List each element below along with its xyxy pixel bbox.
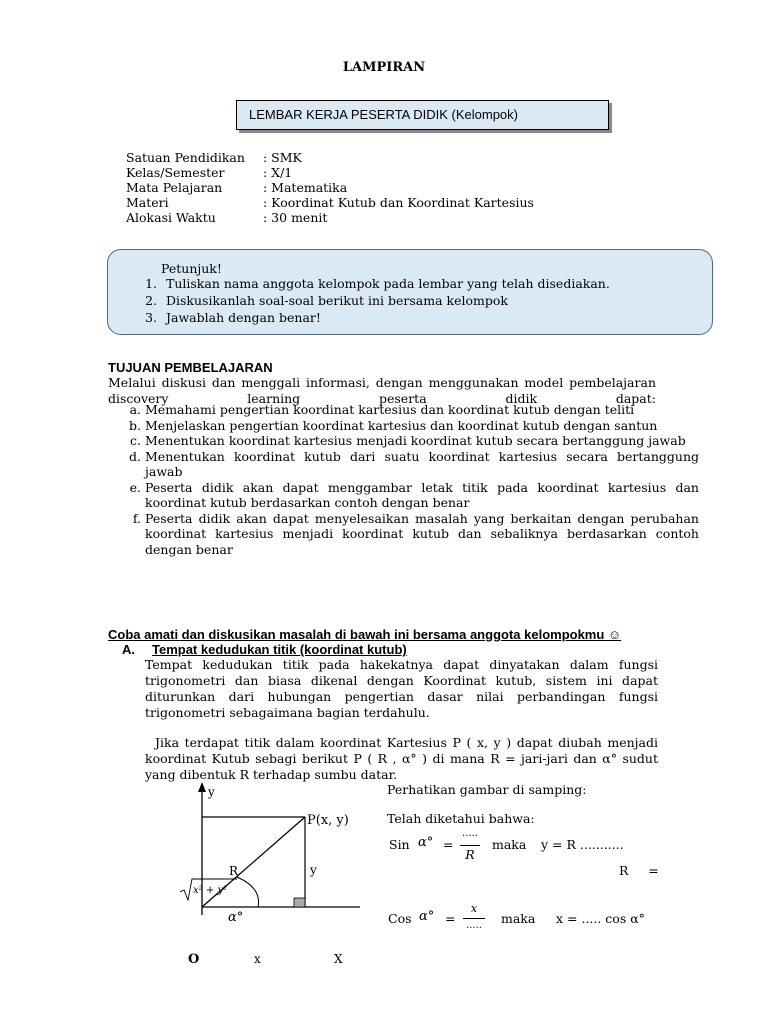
sin-alpha: α°: [418, 835, 434, 850]
origin-label: O: [188, 952, 200, 967]
angle-label: α°: [228, 910, 244, 925]
x-axis-label: X: [334, 952, 343, 966]
y-axis-label: y: [208, 785, 215, 799]
instruction-item: 3. Jawablah dengan benar!: [161, 309, 610, 326]
objective-item: e. Peserta didik akan dapat menggambar letak titik pada koordinat kartesius dan koordinat kutub berdasarkan contoh dengan benar: [145, 480, 699, 511]
info-key: Satuan Pendidikan: [126, 150, 245, 165]
objective-item: a. Memahami pengertian koordinat kartesius dan koordinat kutub dengan teliti: [145, 402, 699, 418]
known-label: Telah diketahui bahwa:: [387, 811, 535, 826]
section-paragraph-1: Tempat kedudukan titik pada hakekatnya dapat dinyatakan dalam fungsi trigonometri dan biasa dikenal dengan Koordinat kutub, sistem ini dapat diturunkan dari hubungan pengertian dasar nilai perbandingan fungsi trigonometri sebagaimana bagian terdahulu.: [145, 657, 658, 720]
discussion-heading: Coba amati dan diskusikan masalah di bawah ini bersama anggota kelompokmu ☺: [108, 627, 622, 642]
y-axis-arrow: [198, 782, 206, 792]
info-key: Mata Pelajaran: [126, 180, 223, 195]
r-equals-line: R =: [619, 863, 659, 878]
cos-maka: maka: [501, 911, 536, 926]
sin-denominator: R: [465, 847, 475, 862]
sin-fraction-bar: [460, 845, 480, 846]
objectives-heading: TUJUAN PEMBELAJARAN: [108, 360, 273, 375]
right-angle-mark: [294, 898, 305, 907]
info-value: : SMK: [263, 150, 302, 165]
page-title: LAMPIRAN: [342, 60, 426, 75]
cos-numerator: x: [470, 902, 478, 915]
sin-result: y = R ...........: [541, 837, 624, 852]
objectives-intro: Melalui diskusi dan menggali informasi, dengan menggunakan model pembelajaran discovery learning peserta didik dapat:: [108, 375, 656, 406]
instruction-item: 1. Tuliskan nama anggota kelompok pada lembar yang telah disediakan.: [161, 275, 610, 292]
radius-label: R: [229, 864, 239, 878]
sin-numerator: .....: [462, 828, 478, 839]
sin-equals: =: [443, 837, 454, 852]
cos-fraction-bar: [463, 918, 485, 919]
instructions-box: [107, 249, 713, 335]
point-label: P(x, y): [307, 813, 349, 828]
right-note: Perhatikan gambar di samping:: [387, 782, 587, 797]
cos-label: Cos: [388, 911, 412, 926]
cos-result: x = ..... cos α°: [556, 911, 645, 926]
info-value: : Koordinat Kutub dan Koordinat Kartesius: [263, 195, 534, 210]
worksheet-title-box: [236, 100, 609, 130]
side-y-label: y: [310, 863, 317, 877]
instructions-title: Petunjuk!: [161, 261, 222, 276]
objectives-list: [118, 402, 699, 557]
sin-maka: maka: [492, 837, 527, 852]
section-marker: A.: [122, 642, 135, 657]
section-paragraph-2: Jika terdapat titik dalam koordinat Kartesius P ( x, y ) dapat diubah menjadi koordinat Kutub sebagi berikut P ( R , α° ) di mana R = jari-jari dan α° sudut yang dibentuk R terhadap sumbu datar.: [145, 735, 658, 782]
info-value: : X/1: [263, 165, 293, 180]
instructions-list: [144, 275, 610, 326]
objective-item: c. Menentukan koordinat kartesius menjadi koordinat kutub secara bertanggung jawab: [145, 433, 699, 449]
objective-item: b. Menjelaskan pengertian koordinat kartesius dan koordinat kutub dengan santun: [145, 418, 699, 434]
sqrt-expression: x² + y²: [193, 885, 228, 896]
info-key: Alokasi Waktu: [126, 210, 216, 225]
info-key: Kelas/Semester: [126, 165, 225, 180]
info-value: : Matematika: [263, 180, 348, 195]
objective-item: d. Menentukan koordinat kutub dari suatu koordinat kartesius secara bertanggung jawab: [145, 449, 699, 480]
worksheet-title: LEMBAR KERJA PESERTA DIDIK (Kelompok): [249, 107, 518, 122]
sin-label: Sin: [389, 837, 410, 852]
objective-item: f. Peserta didik akan dapat menyelesaikan masalah yang berkaitan dengan perubahan koordinat kartesius menjadi koordinat kutub dan sebaliknya berdasarkan contoh dengan benar: [145, 511, 699, 558]
polar-diagram: [170, 780, 370, 970]
section-title: Tempat kedudukan titik (koordinat kutub): [152, 642, 407, 657]
info-key: Materi: [126, 195, 169, 210]
angle-arc: [237, 877, 259, 907]
info-value: : 30 menit: [263, 210, 328, 225]
cos-denominator: .....: [466, 920, 482, 931]
instruction-item: 2. Diskusikanlah soal-soal berikut ini bersama kelompok: [161, 292, 610, 309]
cos-equals: =: [445, 911, 456, 926]
x-value-label: x: [254, 952, 261, 966]
cos-alpha: α°: [419, 909, 435, 924]
